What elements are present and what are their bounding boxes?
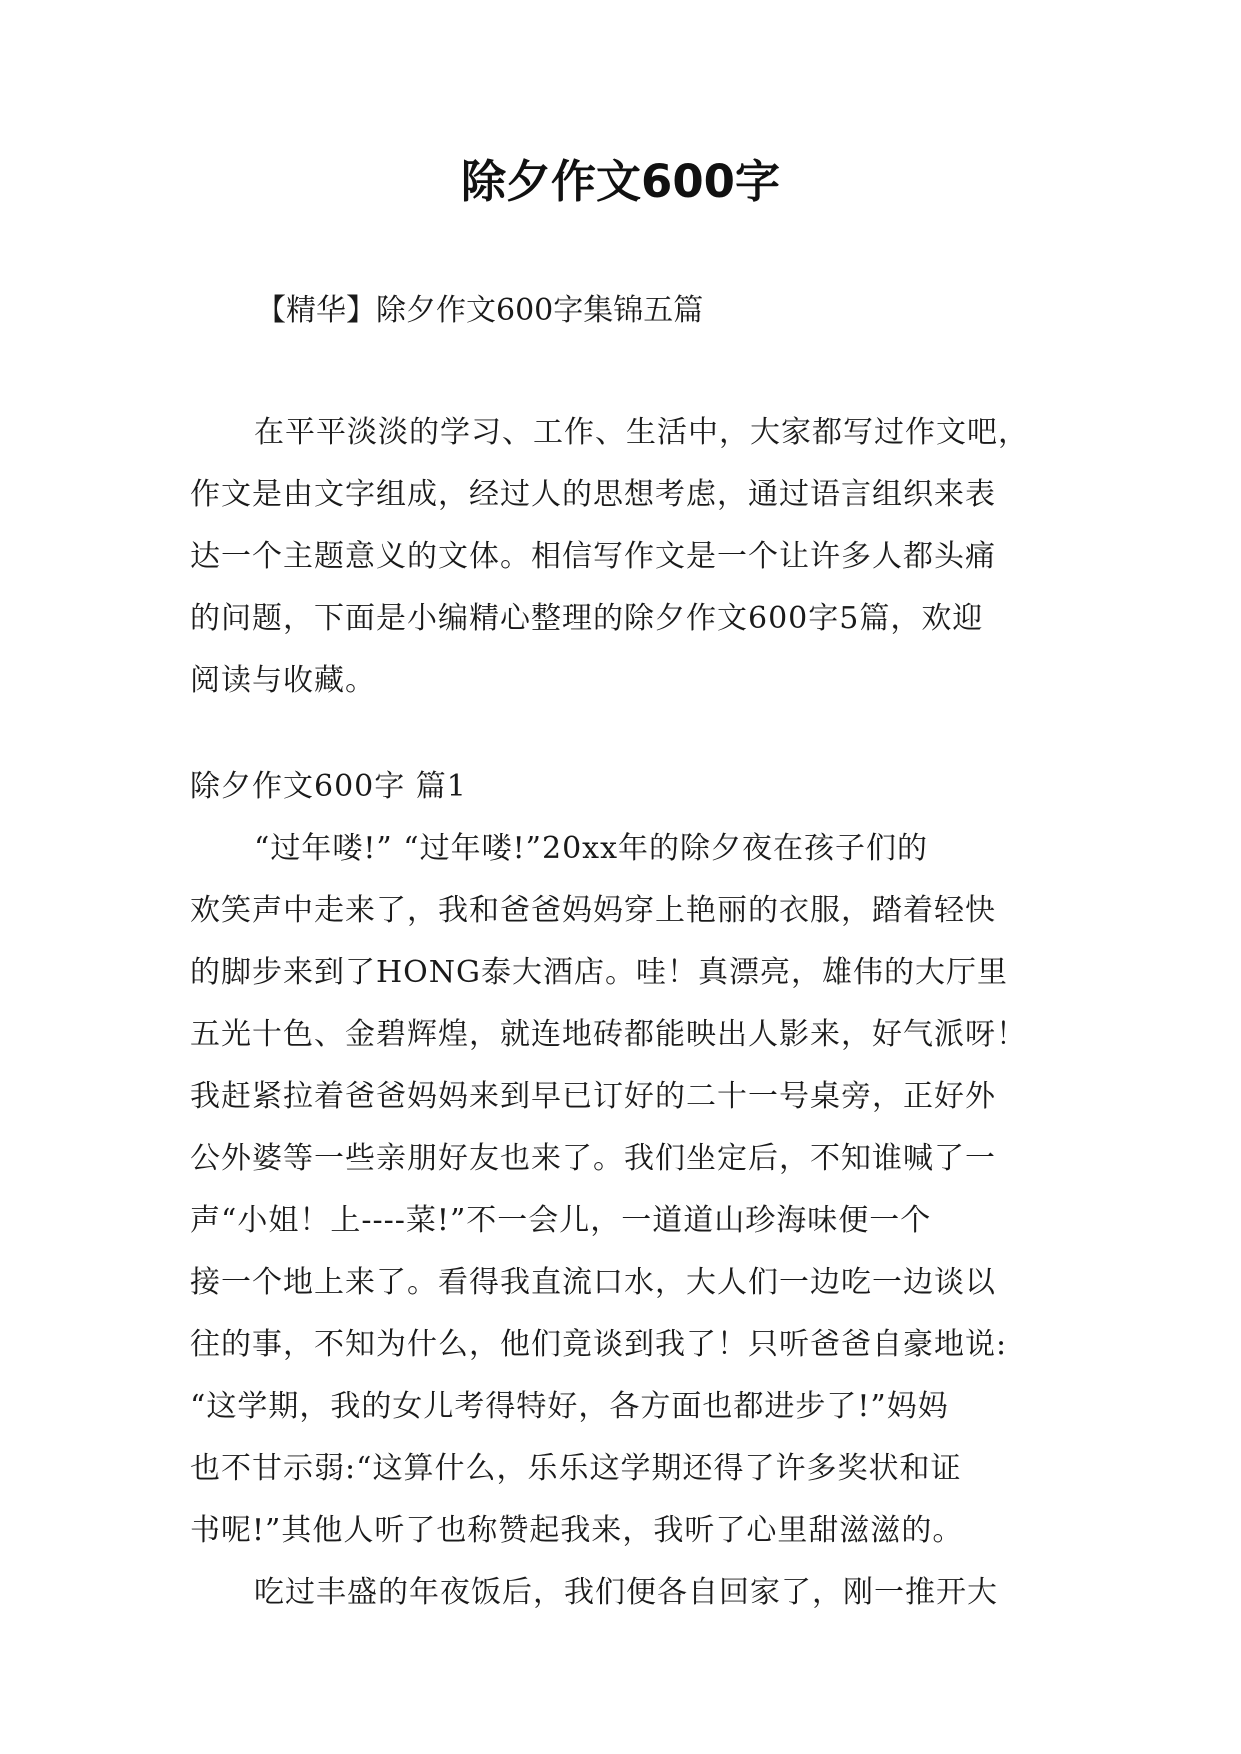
section-line: 吃过丰盛的年夜饭后，我们便各自回家了，刚一推开大	[254, 1575, 998, 1610]
section-line: 欢笑声中走来了，我和爸爸妈妈穿上艳丽的衣服，踏着轻快	[190, 893, 996, 928]
section-line: 的脚步来到了HONG泰大酒店。哇！真漂亮，雄伟的大厅里	[190, 955, 1008, 990]
section-line: “这学期，我的女儿考得特好，各方面也都进步了!”妈妈	[190, 1389, 949, 1424]
section-line: 书呢!”其他人听了也称赞起我来，我听了心里甜滋滋的。	[190, 1513, 964, 1548]
document-subtitle: 【精华】除夕作文600字集锦五篇	[256, 293, 704, 328]
intro-line: 作文是由文字组成，经过人的思想考虑，通过语言组织来表	[190, 477, 996, 512]
section-heading: 除夕作文600字 篇1	[190, 769, 467, 804]
section-line: 我赶紧拉着爸爸妈妈来到早已订好的二十一号桌旁，正好外	[190, 1079, 996, 1114]
essay-section	[190, 756, 1050, 1624]
section-line: 声“小姐！上----菜!”不一会儿，一道道山珍海味便一个	[190, 1203, 932, 1238]
section-line: 接一个地上来了。看得我直流口水，大人们一边吃一边谈以	[190, 1265, 996, 1300]
intro-paragraph	[190, 402, 1050, 712]
section-line: “过年喽!” “过年喽!”20xx年的除夕夜在孩子们的	[254, 831, 929, 866]
section-line: 五光十色、金碧辉煌，就连地砖都能映出人影来，好气派呀！	[190, 1017, 1027, 1052]
intro-line: 达一个主题意义的文体。相信写作文是一个让许多人都头痛	[190, 539, 996, 574]
section-line: 往的事，不知为什么，他们竟谈到我了！只听爸爸自豪地说:	[190, 1327, 1008, 1362]
intro-line: 在平平淡淡的学习、工作、生活中，大家都写过作文吧，	[254, 415, 1029, 450]
section-line: 公外婆等一些亲朋好友也来了。我们坐定后，不知谁喊了一	[190, 1141, 996, 1176]
document-title: 除夕作文600字	[461, 155, 780, 208]
intro-line: 阅读与收藏。	[190, 663, 376, 698]
section-line: 也不甘示弱:“这算什么，乐乐这学期还得了许多奖状和证	[190, 1451, 962, 1486]
intro-line: 的问题，下面是小编精心整理的除夕作文600字5篇，欢迎	[190, 601, 984, 636]
